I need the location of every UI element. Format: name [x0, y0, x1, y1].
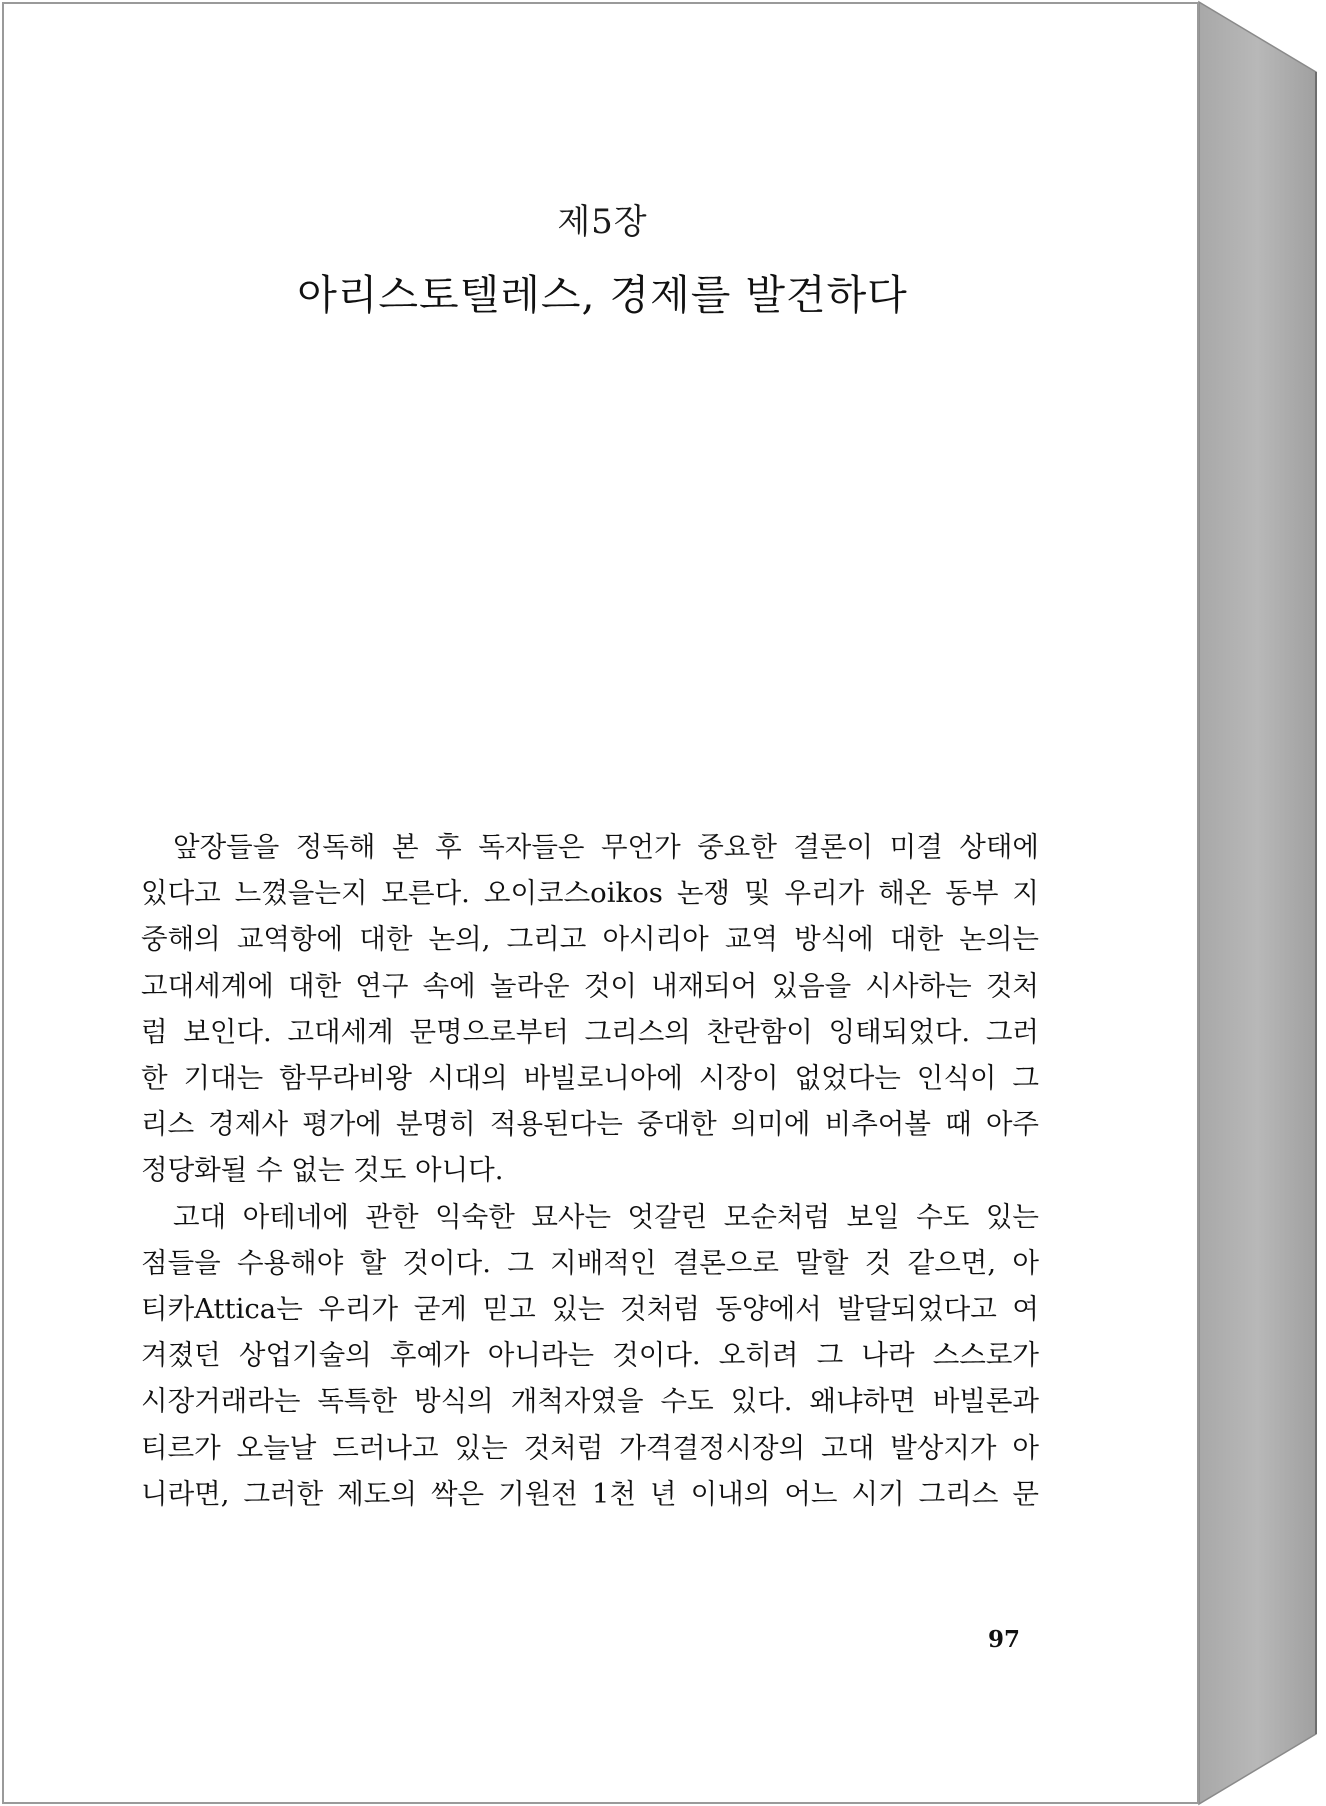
body-line: 있다고 느꼈을는지 모른다. 오이코스oikos 논쟁 및 우리가 해온 동부 지: [141, 877, 1039, 910]
body-line: 티카Attica는 우리가 굳게 믿고 있는 것처럼 동양에서 발달되었다고 여: [141, 1293, 1039, 1326]
body-line: 정당화될 수 없는 것도 아니다.: [141, 1154, 504, 1187]
body-line: 시장거래라는 독특한 방식의 개척자였을 수도 있다. 왜냐하면 바빌론과: [141, 1385, 1039, 1418]
body-line: 티르가 오늘날 드러나고 있는 것처럼 가격결정시장의 고대 발상지가 아: [141, 1431, 1039, 1464]
body-line: 고대세계에 대한 연구 속에 놀라운 것이 내재되어 있음을 시사하는 것처: [141, 969, 1039, 1002]
body-line: 점들을 수용해야 할 것이다. 그 지배적인 결론으로 말할 것 같으면, 아: [141, 1246, 1039, 1279]
body-line: 중해의 교역항에 대한 논의, 그리고 아시리아 교역 방식에 대한 논의는: [141, 923, 1039, 956]
body-line: 리스 경제사 평가에 분명히 적용된다는 중대한 의미에 비추어볼 때 아주: [141, 1108, 1039, 1141]
body-line: 앞장들을 정독해 본 후 독자들은 무언가 중요한 결론이 미결 상태에: [173, 831, 1039, 863]
book-page: [2, 2, 1199, 1804]
body-line: 고대 아테네에 관한 익숙한 묘사는 엇갈린 모순처럼 보일 수도 있는: [173, 1200, 1039, 1233]
body-line: 한 기대는 함무라비왕 시대의 바빌로니아에 시장이 없었다는 인식이 그: [141, 1062, 1039, 1095]
body-text: [141, 824, 1039, 1517]
page-number: 97: [987, 1626, 1020, 1653]
body-line: 럼 보인다. 고대세계 문명으로부터 그리스의 찬란함이 잉태되었다. 그러: [141, 1015, 1039, 1048]
body-line: 니라면, 그러한 제도의 싹은 기원전 1천 년 이내의 어느 시기 그리스 문: [141, 1477, 1039, 1510]
chapter-title: 아리스토텔레스, 경제를 발견하다: [297, 271, 908, 319]
body-line: 겨졌던 상업기술의 후예가 아니라는 것이다. 오히려 그 나라 스스로가: [141, 1339, 1039, 1372]
chapter-number: 제5장: [557, 202, 648, 242]
